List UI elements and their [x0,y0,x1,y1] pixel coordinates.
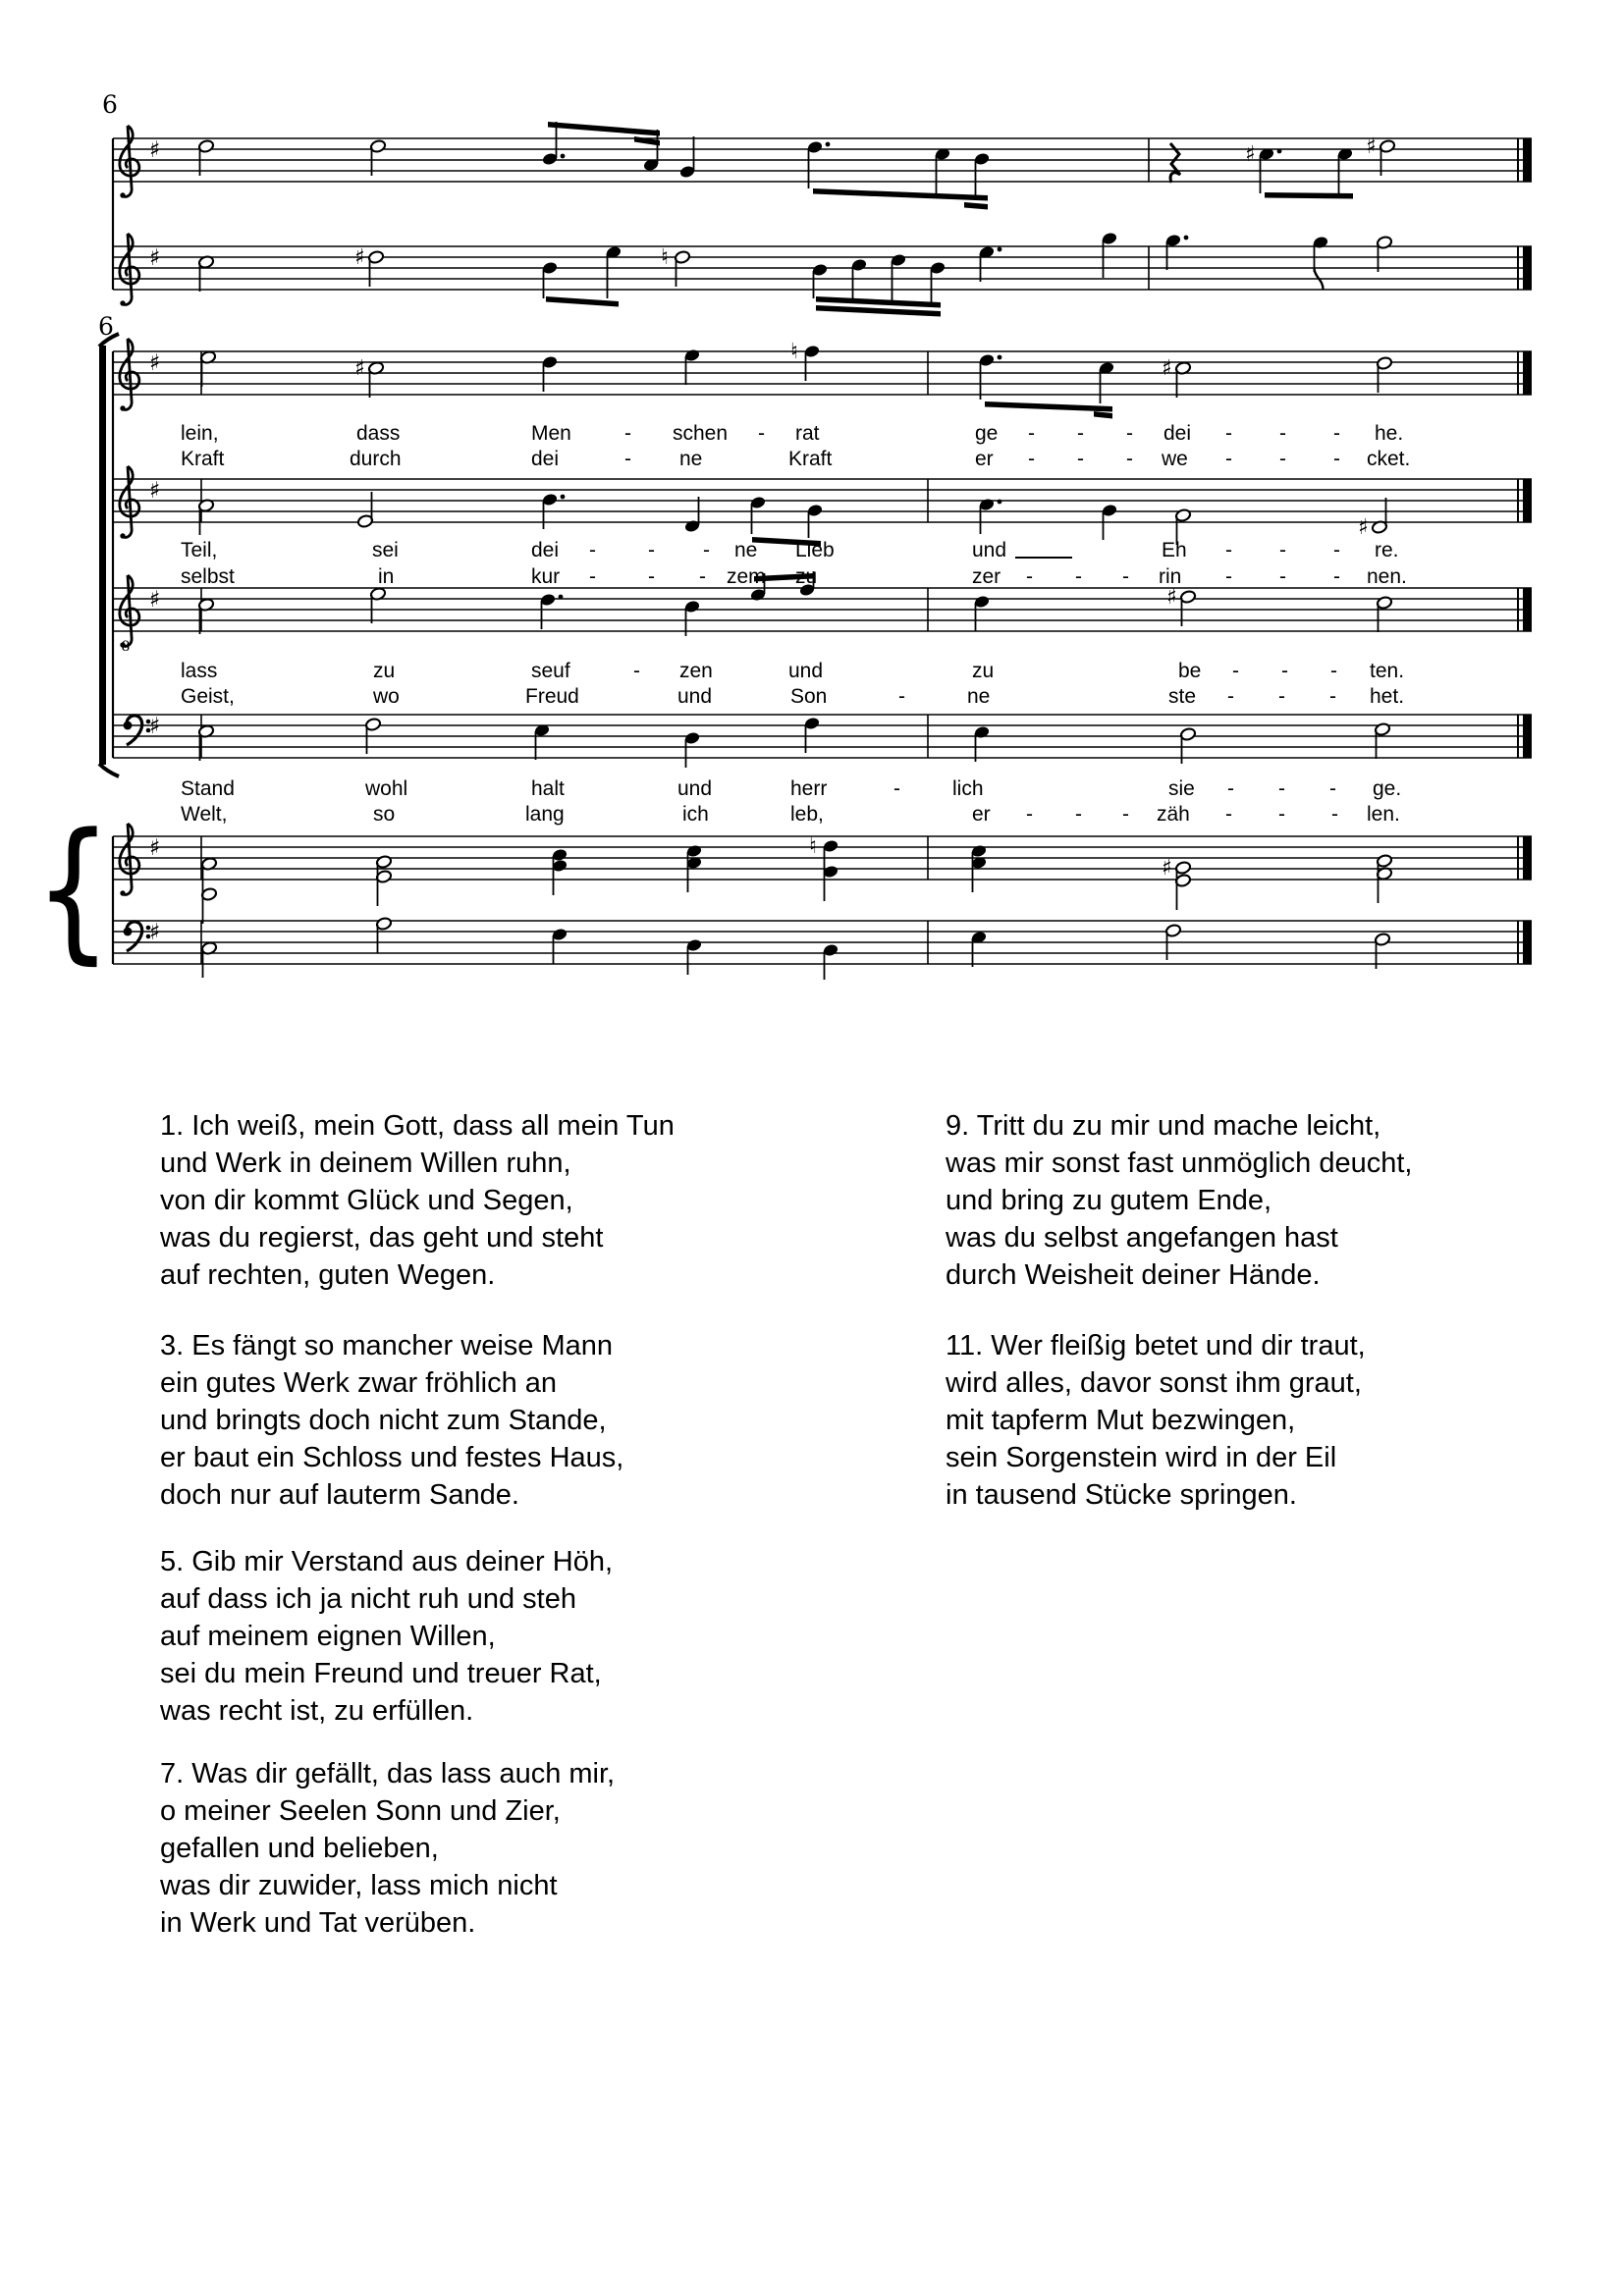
verse-line: in tausend Stücke springen. [946,1479,1297,1511]
lyric-syllable: - [699,565,706,588]
lyric-syllable: er [972,803,991,826]
verse-line: was dir zuwider, lass mich nicht [160,1870,558,1901]
lyric-syllable: len. [1367,803,1400,826]
lyric-syllable: - [624,448,631,470]
lyric-syllable: Teil, [181,539,218,561]
lyric-line-6 [0,685,1623,713]
lyric-syllable: - [1331,803,1338,826]
lyric-syllable: - [1278,685,1285,708]
verse-line: wird alles, davor sonst ihm graut, [946,1367,1362,1399]
lyric-melisma-extender [1015,539,1072,559]
lyric-syllable: rat [795,422,820,445]
lyric-syllable: Kraft [788,448,833,470]
lyric-syllable: - [1278,803,1285,826]
lyric-syllable: sei [372,539,399,561]
lyric-syllable: - [1225,803,1232,826]
lyric-syllable: wo [373,685,400,708]
lyric-syllable: Stand [181,777,235,800]
lyric-syllable: - [893,777,900,800]
lyric-syllable: ten. [1370,660,1405,682]
lyric-syllable: zu [795,565,818,588]
lyric-line-3 [0,539,1623,566]
key-signature-sharp: ♯ [149,587,161,613]
lyric-syllable: er [975,448,994,470]
keyboard-brace: { [34,800,112,980]
verse-line: durch Weisheit deiner Hände. [946,1259,1321,1291]
lyric-syllable: zu [972,660,995,682]
verse-line: was mir sonst fast unmöglich deucht, [946,1148,1413,1179]
lyric-syllable: lein, [181,422,219,445]
lyric-syllable: - [1333,565,1340,588]
lyric-syllable: Son [790,685,828,708]
key-signature-sharp: ♯ [149,350,161,376]
lyric-syllable: wohl [365,777,408,800]
lyric-line-1 [0,422,1623,450]
verse-line: doch nur auf lauterm Sande. [160,1479,519,1511]
music-notation [0,0,1623,1041]
lyric-syllable: ge. [1373,777,1402,800]
lyric-syllable: dei [531,448,560,470]
lyric-syllable: ne [967,685,991,708]
verse-line: was du regierst, das geht und steht [160,1222,604,1254]
lyric-syllable: - [898,685,905,708]
key-signature-sharp: ♯ [149,137,161,163]
lyric-syllable: seuf [531,660,570,682]
key-signature-sharp: ♯ [149,478,161,504]
verse-line: 9. Tritt du zu mir und mache leicht, [946,1110,1381,1142]
staff-6 [113,714,1532,768]
lyric-syllable: - [624,422,631,445]
svg-text:♮: ♮ [790,340,798,364]
svg-text:♯: ♯ [1166,585,1177,610]
lyric-syllable: - [1227,685,1234,708]
lyric-syllable: - [1126,422,1133,445]
verse-line: 11. Wer fleißig betet und dir traut, [946,1330,1366,1362]
lyric-syllable: - [1028,422,1035,445]
verse-line: er baut ein Schloss und festes Haus, [160,1442,624,1473]
lyric-syllable: re. [1375,539,1399,561]
lyric-syllable: - [1077,422,1084,445]
svg-text:♯: ♯ [354,245,365,270]
lyric-syllable: he. [1375,422,1404,445]
svg-text:♯: ♯ [1162,856,1172,881]
lyric-syllable: - [648,565,655,588]
lyric-syllable: kur [531,565,561,588]
verse-block [160,1107,710,1294]
lyric-syllable: - [589,565,596,588]
lyric-syllable: nen. [1367,565,1407,588]
verse-line: ein gutes Werk zwar fröhlich an [160,1367,558,1399]
measure-number: 6 [98,312,114,341]
verse-line: und bringts doch nicht zum Stande, [160,1405,607,1436]
lyric-syllable: - [1026,565,1033,588]
lyric-syllable: - [1075,565,1082,588]
lyric-syllable: - [1279,539,1286,561]
svg-text:♯: ♯ [1366,134,1377,159]
svg-text:♮: ♮ [809,834,817,859]
lyric-syllable: Kraft [181,448,225,470]
lyric-syllable: - [1028,448,1035,470]
lyric-syllable: - [1329,777,1336,800]
lyric-syllable: Geist, [181,685,235,708]
lyric-syllable: - [1075,803,1082,826]
lyric-syllable: zäh [1157,803,1190,826]
staff-2 [113,232,1532,317]
lyric-syllable: selbst [181,565,235,588]
staff-8 [113,917,1532,980]
lyric-syllable: - [1333,448,1340,470]
choir-bracket-tip-bottom [99,764,119,776]
lyric-syllable: ich [682,803,709,826]
lyric-line-2 [0,448,1623,475]
lyric-syllable: sie [1168,777,1195,800]
lyric-syllable: - [1227,777,1234,800]
lyric-line-4 [0,565,1623,593]
lyric-syllable: - [703,539,710,561]
lyric-syllable: - [648,539,655,561]
verse-line: auf dass ich ja nicht ruh und steh [160,1583,576,1615]
verse-line: von dir kommt Glück und Segen, [160,1185,573,1216]
svg-text:♯: ♯ [1162,356,1172,381]
svg-text:♯: ♯ [1358,515,1369,540]
lyric-syllable: - [1026,803,1033,826]
lyric-syllable: ge [975,422,999,445]
lyric-syllable: be [1178,660,1202,682]
verse-line: in Werk und Tat verüben. [160,1907,476,1939]
lyric-line-8 [0,803,1623,830]
svg-text:♯: ♯ [1245,142,1256,167]
verse-line: sei du mein Freund und treuer Rat, [160,1658,602,1689]
key-signature-sharp: ♯ [149,714,161,739]
lyric-syllable: und [972,539,1007,561]
lyric-syllable: - [1278,777,1285,800]
lyric-syllable: - [1279,448,1286,470]
key-signature-sharp: ♯ [149,245,161,271]
lyric-syllable: zen [679,660,713,682]
key-signature-sharp: ♯ [149,920,161,945]
measure-number: 6 [102,90,118,119]
lyric-syllable: Eh [1162,539,1187,561]
staff-4 [113,466,1532,547]
lyric-syllable: Lieb [795,539,835,561]
verse-line: gefallen und belieben, [160,1833,439,1864]
lyric-syllable: - [1225,565,1232,588]
verse-line: 7. Was dir gefällt, das lass auch mir, [160,1758,616,1789]
verse-line: und Werk in deinem Willen ruhn, [160,1148,571,1179]
lyric-syllable: und [677,777,713,800]
key-signature-sharp: ♯ [149,835,161,861]
lyric-syllable: - [1225,539,1232,561]
lyric-syllable: lang [525,803,565,826]
svg-text:♮: ♮ [661,245,669,270]
lyric-syllable: - [1232,660,1239,682]
lyric-syllable: in [378,565,395,588]
lyric-syllable: - [1333,422,1340,445]
staff-7 [113,824,1532,924]
lyric-syllable: ne [679,448,703,470]
lyric-syllable: ne [734,539,758,561]
lyric-syllable: - [1122,565,1129,588]
lyric-syllable: - [589,539,596,561]
lyric-syllable: - [1333,539,1340,561]
lyric-syllable: dei [1163,422,1192,445]
lyric-syllable: dass [356,422,401,445]
lyric-syllable: we [1162,448,1188,470]
lyric-syllable: - [1122,803,1129,826]
verse-line: 1. Ich weiß, mein Gott, dass all mein Tun [160,1110,675,1142]
lyric-syllable: zu [373,660,396,682]
verse-line: 3. Es fängt so mancher weise Mann [160,1330,614,1362]
svg-text:♯: ♯ [354,356,365,381]
lyric-syllable: herr [790,777,828,800]
lyric-syllable: so [373,803,396,826]
lyric-syllable: zer [972,565,1001,588]
lyric-syllable: - [758,422,765,445]
lyric-syllable: - [1330,660,1337,682]
lyric-syllable: zem [727,565,766,588]
verse-line: 5. Gib mir Verstand aus deiner Höh, [160,1546,614,1577]
lyric-line-7 [0,777,1623,805]
lyric-syllable: Men [531,422,571,445]
lyric-syllable: lass [181,660,218,682]
octave-8-marker: 8 [121,639,131,655]
lyric-syllable: halt [531,777,565,800]
lyric-syllable: dei [531,539,560,561]
lyric-syllable: ste [1168,685,1197,708]
lyric-syllable: - [1126,448,1133,470]
lyric-syllable: - [1225,448,1232,470]
lyric-line-5 [0,660,1623,687]
lyric-syllable: und [788,660,824,682]
lyric-syllable: - [1281,660,1288,682]
lyric-syllable: leb, [790,803,824,826]
lyric-syllable: - [1225,422,1232,445]
verse-block [946,1327,1495,1514]
lyric-syllable: Welt, [181,803,228,826]
lyric-syllable: rin [1159,565,1182,588]
lyric-syllable: - [1329,685,1336,708]
verse-line: und bring zu gutem Ende, [946,1185,1272,1216]
staff-1 [113,122,1532,210]
verse-line: was du selbst angefangen hast [946,1222,1338,1254]
verse-block [160,1327,710,1514]
verse-line: was recht ist, zu erfüllen. [160,1695,474,1727]
lyric-syllable: und [677,685,713,708]
verse-line: auf meinem eignen Willen, [160,1621,496,1652]
lyric-syllable: het. [1370,685,1405,708]
lyric-syllable: schen [673,422,729,445]
staff-3 [113,339,1532,419]
verse-block [946,1107,1495,1294]
lyric-syllable: - [1279,422,1286,445]
lyric-syllable: durch [350,448,402,470]
lyric-syllable: - [1077,448,1084,470]
verse-block [160,1543,710,1730]
lyric-syllable: - [633,660,640,682]
lyric-syllable: - [1279,565,1286,588]
verse-line: auf rechten, guten Wegen. [160,1259,496,1291]
verse-line: o meiner Seelen Sonn und Zier, [160,1795,561,1827]
lyric-syllable: cket. [1367,448,1411,470]
verse-line: mit tapferm Mut bezwingen, [946,1405,1296,1436]
lyric-syllable: lich [952,777,984,800]
lyric-syllable: Freud [525,685,579,708]
verse-block [160,1755,710,1942]
verse-line: sein Sorgenstein wird in der Eil [946,1442,1337,1473]
